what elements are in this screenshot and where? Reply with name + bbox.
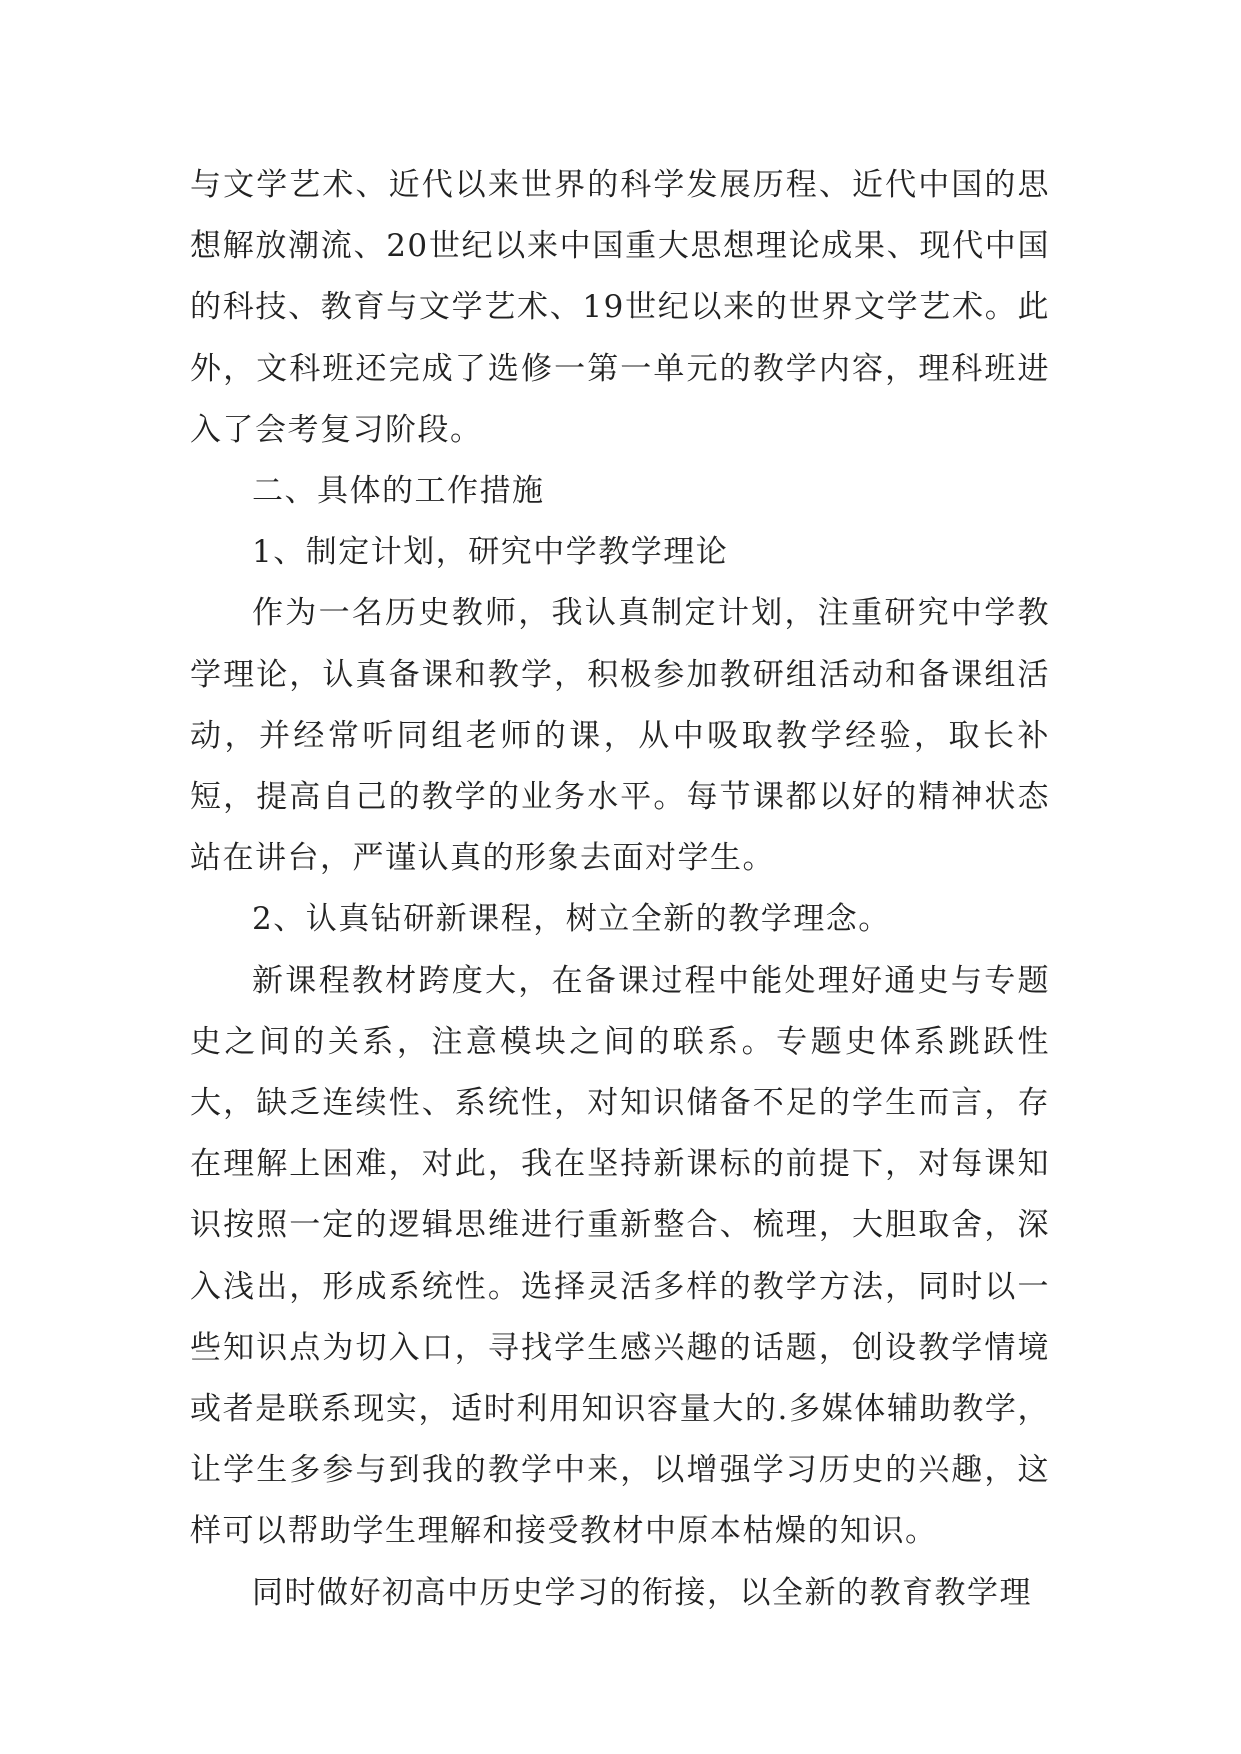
paragraph-curriculum: 新课程教材跨度大，在备课过程中能处理好通史与专题史之间的关系，注意模块之间的联系。专题史体系跳跃性大，缺乏连续性、系统性，对知识储备不足的学生而言，存在理解上困难，对此，我在坚持新课标的前提下，对每课知识按照一定的逻辑思维进行重新整合、梳理，大胆取舍，深入浅出，形成系统性。选择灵活多样的教学方法，同时以一些知识点为切入口，寻找学生感兴趣的话题，创设教学情境或者是联系现实，适时利用知识容量大的.多媒体辅助教学，让学生多参与到我的教学中来，以增强学习历史的兴趣，这样可以帮助学生理解和接受教材中原本枯燥的知识。 — [190, 962, 1050, 1550]
subheading-1: 1、制定计划，研究中学教学理论 — [252, 534, 729, 571]
subheading-2: 2、认真钻研新课程，树立全新的教学理念。 — [252, 901, 891, 938]
document-body — [190, 155, 1050, 1624]
paragraph-continuation: 与文学艺术、近代以来世界的科学发展历程、近代中国的思想解放潮流、20世纪以来中国重大思想理论成果、现代中国的科技、教育与文学艺术、19世纪以来的世界文学艺术。此外，文科班还完成了选修一第一单元的教学内容，理科班进入了会考复习阶段。 — [190, 167, 1050, 448]
paragraph-plan: 作为一名历史教师，我认真制定计划，注重研究中学教学理论，认真备课和教学，积极参加教研组活动和备课组活动，并经常听同组老师的课，从中吸取教学经验，取长补短，提高自己的教学的业务水平。每节课都以好的精神状态站在讲台，严谨认真的形象去面对学生。 — [190, 595, 1050, 877]
section-heading: 二、具体的工作措施 — [252, 473, 545, 510]
paragraph-transition: 同时做好初高中历史学习的衔接，以全新的教育教学理 — [252, 1574, 1032, 1611]
